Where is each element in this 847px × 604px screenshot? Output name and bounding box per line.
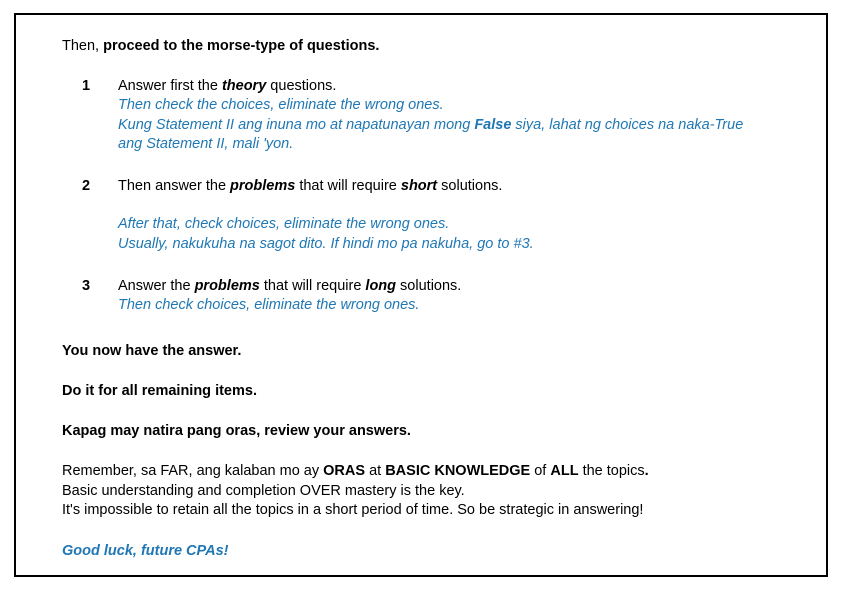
step-2-text-a: Then answer the [118,178,231,194]
statement-answer: You now have the answer. [62,343,242,359]
step-1-number: 1 [82,78,91,94]
step-1-note-2 [118,115,743,135]
step-1-text-a: Answer first the [118,78,222,94]
step-2-note-2: Usually, nakukuha na sagot dito. If hindi mo pa nakuha, go to #3. [118,236,534,252]
step-2-note-1: After that, check choices, eliminate the wrong ones. [118,216,450,232]
step-2-number: 2 [82,178,91,194]
remember-line-2: Basic understanding and completion OVER mastery is the key. [62,483,465,499]
step-1-keyword: theory [221,78,267,94]
closing-line: Good luck, future CPAs! [62,543,229,559]
intro-prefix: Then, [62,38,104,54]
statement-review: Kapag may natira pang oras, review your answers. [62,423,411,439]
step-3-keyword-1: problems [194,278,260,294]
step-1-main [118,76,336,96]
step-3-number: 3 [82,278,91,294]
remember-all: ALL [550,463,579,479]
intro-bold: proceed to the morse-type of questions. [103,38,380,54]
remember-line-1 [62,461,649,481]
step-3-text-a: Answer the [118,278,195,294]
intro-line [62,36,379,56]
step-3-text-c: that will require [259,278,366,294]
step-3-note-1: Then check choices, eliminate the wrong ones. [118,297,420,313]
step-2-text-c: that will require [295,178,401,194]
remember-text-a: Remember, sa FAR, ang kalaban mo ay [62,463,324,479]
step-2-text-e: solutions. [437,178,503,194]
step-3-text-e: solutions. [396,278,462,294]
remember-text-e: of [530,463,551,479]
statement-remaining: Do it for all remaining items. [62,383,257,399]
step-2-keyword-1: problems [230,178,296,194]
remember-basic-knowledge: BASIC KNOWLEDGE [385,463,531,479]
remember-oras: ORAS [323,463,366,479]
remember-text-c: at [365,463,386,479]
step-1-note-1: Then check the choices, eliminate the wrong ones. [118,97,444,113]
step-1-text-c: questions. [266,78,337,94]
step-3-keyword-2: long [365,278,397,294]
remember-period: . [644,463,649,479]
step-2-main [118,176,502,196]
step-1-note-2a: Kung Statement II ang inuna mo at napatunayan mong [118,117,475,133]
step-1-note-false: False [474,117,512,133]
step-2-keyword-2: short [400,178,438,194]
step-3-main [118,276,461,296]
remember-text-g: the topics [578,463,645,479]
remember-line-3: It's impossible to retain all the topics in a short period of time. So be strategic in answering! [62,502,644,518]
step-1-note-2c: siya, lahat ng choices na naka-True [511,117,744,133]
step-1-note-3: ang Statement II, mali 'yon. [118,136,294,152]
